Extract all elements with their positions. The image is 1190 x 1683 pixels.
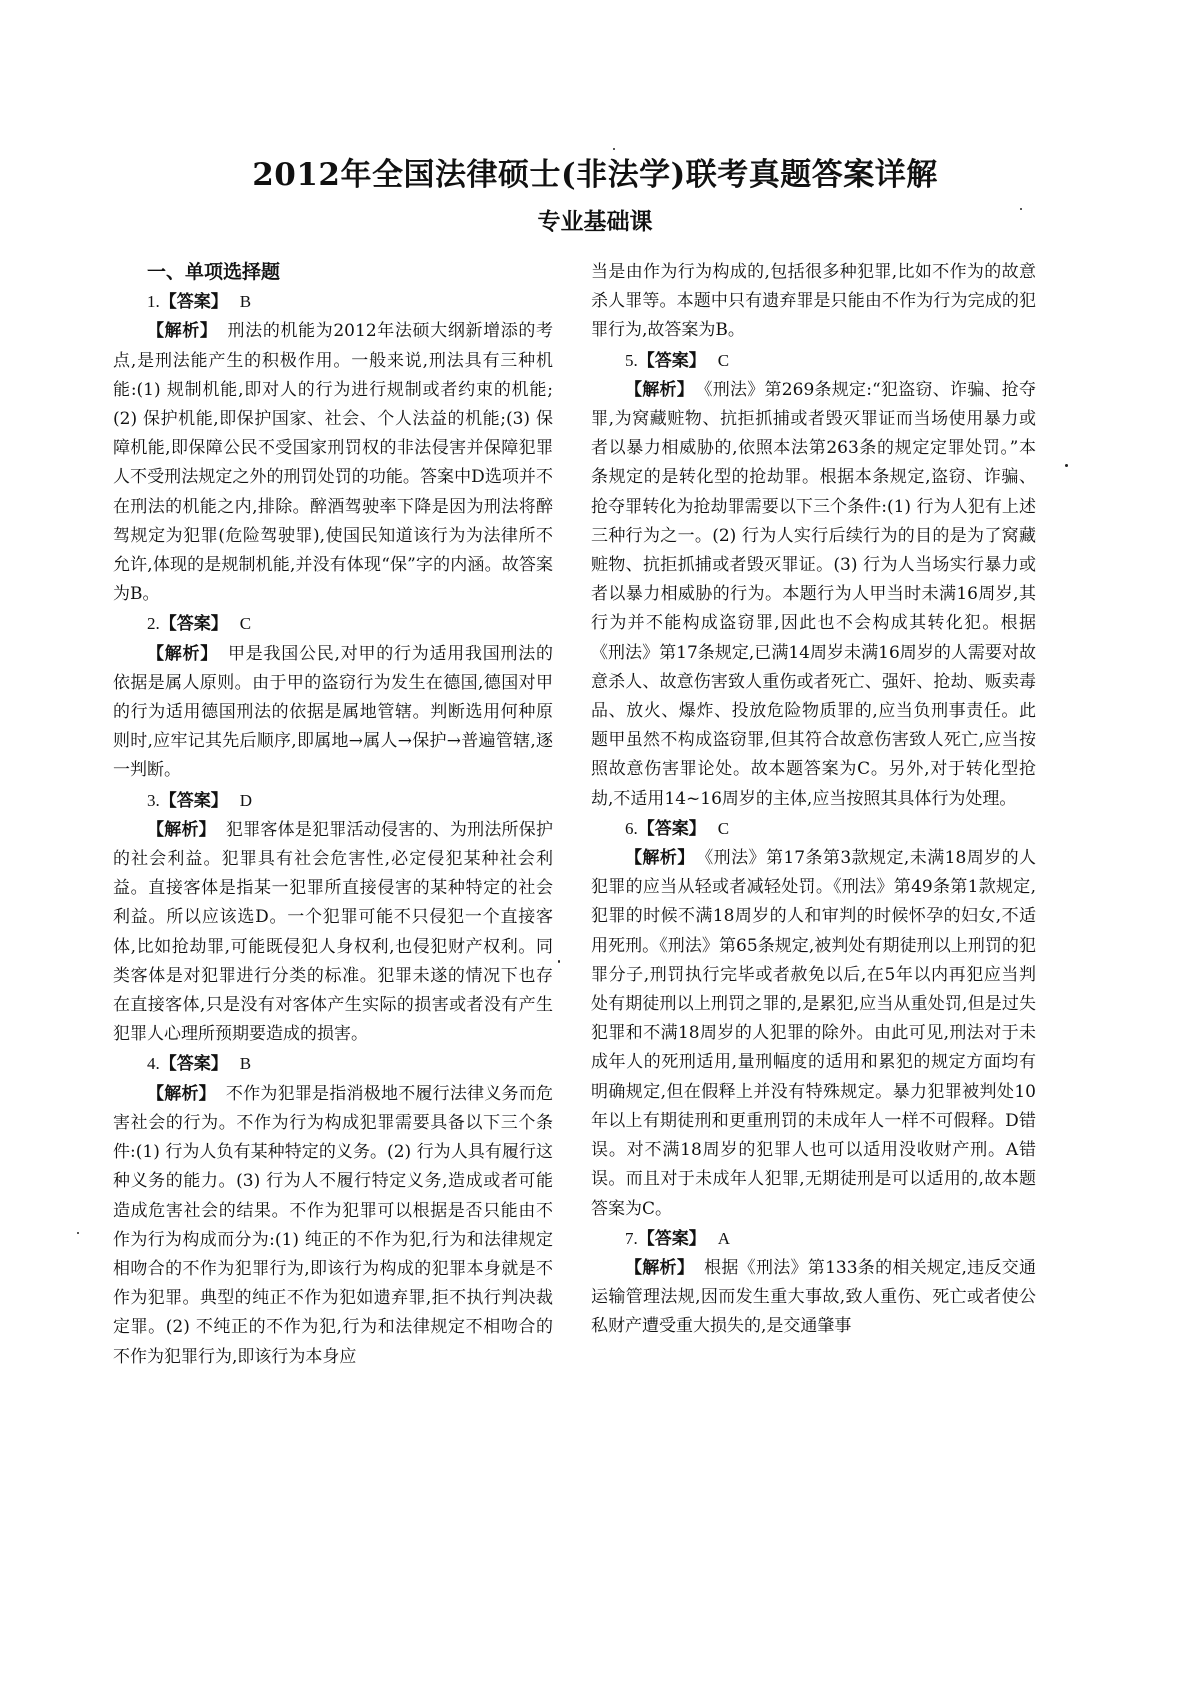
analysis-text: 《刑法》第269条规定:“犯盗窃、诈骗、抢夺罪,为窝藏赃物、抗拒抓捕或者毁灭罪证而当场使用暴力或者以暴力相威胁的,依照本法第263条的规定定罪处罚。”本条规定的是转化型的抢劫罪。根据本条规定,盗窃、诈骗、抢夺罪转化为抢劫罪需要以下三个条件:(1) 行为人犯有上述三种行为之一。(2) 行为人实行后续行为的目的是为了窝藏赃物、抗拒抓捕或者毁灭罪证。(3) 行为人当场实行暴力或者以暴力相威胁的行为。本题行为人甲当时未满16周岁,其行为并不能构成盗窃罪,因此也不会构成其转化犯。根据《刑法》第17条规定,已满14周岁未满16周岁的人需要对故意杀人、故意伤害致人重伤或者死亡、强奸、抢劫、贩卖毒品、放火、爆炸、投放危险物质罪的,应当负刑事责任。此题甲虽然不构成盗窃罪,但其符合故意伤害致人死亡,应当按照故意伤害罪论处。故本题答案为C。另外,对于转化型抢劫,不适用14~16周岁的主体,应当按照其具体行为处理。: [591, 379, 1036, 809]
answer-line: [591, 346, 1036, 376]
answer-label: 【答案】: [159, 1054, 228, 1075]
question-4: [113, 1049, 553, 1371]
analysis-continuation: 当是由作为行为构成的,包括很多种犯罪,比如不作为的故意杀人罪等。本题中只有遗弃罪是只能由不作为行为完成的犯罪行为,故答案为B。: [591, 262, 1036, 341]
analysis-paragraph: [113, 317, 553, 609]
answer-label: 【答案】: [637, 350, 706, 371]
analysis-text: 不作为犯罪是指消极地不履行法律义务而危害社会的行为。不作为行为构成犯罪需要具备以下三个条件:(1) 行为人负有某种特定的义务。(2) 行为人具有履行这种义务的能力。(3) 行为人不履行特定义务,造成或者可能造成危害社会的结果。不作为犯罪可以根据是否只能由不作为行为构成而分为:(1) 纯正的不作为犯,行为和法律规定相吻合的不作为犯罪行为,即该行为构成的犯罪本身就是不作为犯罪。典型的纯正不作为犯如遗弃罪,拒不执行判决裁定罪。(2) 不纯正的不作为犯,行为和法律规定不相吻合的不作为犯罪行为,即该行为本身应: [113, 1083, 554, 1367]
analysis-paragraph: [113, 640, 553, 786]
analysis-text: 甲是我国公民,对甲的行为适用我国刑法的依据是属人原则。由于甲的盗窃行为发生在德国,德国对甲的行为适用德国刑法的依据是属地管辖。判断选用何种原则时,应牢记其先后顺序,即属地→属人→保护→普遍管辖,逐一判断。: [113, 643, 554, 781]
analysis-paragraph: [591, 1254, 1036, 1342]
analysis-text: 《刑法》第17条第3款规定,未满18周岁的人犯罪的应当从轻或者减轻处罚。《刑法》第49条第1款规定,犯罪的时候不满18周岁的人和审判的时候怀孕的妇女,不适用死刑。《刑法》第65条规定,被判处有期徒刑以上刑罚的犯罪分子,刑罚执行完毕或者赦免以后,在5年以内再犯应当判处有期徒刑以上刑罚之罪的,是累犯,应当从重处罚,但是过失犯罪和不满18周岁的人犯罪的除外。由此可见,刑法对于未成年人的死刑适用,量刑幅度的适用和累犯的规定方面均有明确规定,但在假释上并没有特殊规定。暴力犯罪被判处10年以上有期徒刑和更重刑罚的未成年人一样不可假释。D错误。对不满18周岁的犯罪人也可以适用没收财产刑。A错误。而且对于未成年人犯罪,无期徒刑是可以适用的,故本题答案为C。: [591, 848, 1037, 1219]
question-1: [113, 287, 553, 609]
answer-choice: D: [239, 790, 253, 810]
analysis-label: 【解析】: [147, 643, 219, 664]
scan-speck: [1020, 208, 1022, 210]
answer-choice: B: [239, 292, 252, 312]
analysis-label: 【解析】: [147, 819, 216, 840]
question-number: 4.: [147, 1054, 160, 1074]
answer-line: [113, 609, 553, 639]
scan-speck: [558, 960, 560, 963]
analysis-label: 【解析】: [625, 848, 695, 869]
analysis-paragraph: [591, 376, 1036, 814]
analysis-text: 犯罪客体是犯罪活动侵害的、为刑法所保护的社会利益。犯罪具有社会危害性,必定侵犯某种社会利益。直接客体是指某一犯罪所直接侵害的某种特定的社会利益。所以应该选D。一个犯罪可能不只侵犯一个直接客体,比如抢劫罪,可能既侵犯人身权利,也侵犯财产权利。同类客体是对犯罪进行分类的标准。犯罪未遂的情况下也存在直接客体,只是没有对客体产生实际的损害或者没有产生犯罪人心理所预期要造成的损害。: [113, 819, 554, 1045]
question-number: 5.: [625, 350, 638, 370]
page-title: 2012年全国法律硕士(非法学)联考真题答案详解: [252, 157, 938, 193]
analysis-label: 【解析】: [625, 1257, 695, 1278]
answer-line: [591, 814, 1036, 844]
question-3: [113, 786, 553, 1050]
answer-label: 【答案】: [159, 614, 228, 635]
answer-label: 【答案】: [159, 790, 228, 811]
answer-label: 【答案】: [159, 292, 228, 313]
question-5: [591, 346, 1036, 814]
answer-line: [113, 786, 553, 816]
question-7: [591, 1224, 1036, 1342]
page-subtitle: 专业基础课: [537, 209, 653, 235]
answer-line: [591, 1224, 1036, 1254]
question-2: [113, 609, 553, 785]
analysis-label: 【解析】: [147, 321, 218, 342]
left-column: [113, 258, 553, 1372]
answer-line: [113, 287, 553, 317]
question-number: 3.: [147, 790, 160, 810]
answer-choice: A: [717, 1228, 731, 1248]
analysis-label: 【解析】: [147, 1083, 216, 1104]
answer-choice: C: [717, 818, 730, 838]
right-column: [591, 258, 1036, 1342]
answer-line: [113, 1049, 553, 1079]
analysis-paragraph: [591, 844, 1036, 1224]
answer-label: 【答案】: [637, 1228, 706, 1249]
analysis-text: 刑法的机能为2012年法硕大纲新增添的考点,是刑法能产生的积极作用。一般来说,刑法具有三种机能:(1) 规制机能,即对人的行为进行规制或者约束的机能;(2) 保护机能,即保护国家、社会、个人法益的机能;(3) 保障机能,即保障公民不受国家刑罚权的非法侵害并保障犯罪人不受刑法规定之外的刑罚处罚的功能。答案中D选项并不在刑法的机能之内,排除。醉酒驾驶率下降是因为刑法将醉驾规定为犯罪(危险驾驶罪),使国民知道该行为为法律所不允许,体现的是规制机能,并没有体现“保”字的内涵。故答案为B。: [113, 321, 553, 605]
scan-speck: [1065, 464, 1068, 467]
question-number: 6.: [625, 818, 638, 838]
answer-choice: B: [239, 1054, 252, 1074]
answer-choice: C: [717, 350, 730, 370]
question-6: [591, 814, 1036, 1224]
analysis-text: 根据《刑法》第133条的相关规定,违反交通运输管理法规,因而发生重大事故,致人重伤、死亡或者使公私财产遭受重大损失的,是交通肇事: [591, 1257, 1036, 1337]
answer-label: 【答案】: [637, 818, 706, 839]
question-number: 2.: [147, 614, 160, 634]
question-number: 1.: [147, 292, 160, 312]
analysis-paragraph: [113, 1080, 553, 1372]
answer-choice: C: [239, 614, 252, 634]
scan-speck: [613, 148, 615, 150]
analysis-paragraph: [113, 816, 553, 1050]
analysis-label: 【解析】: [625, 379, 695, 400]
scan-speck: [77, 1232, 79, 1234]
section-heading: 一、单项选择题: [147, 261, 281, 283]
question-number: 7.: [625, 1228, 638, 1248]
